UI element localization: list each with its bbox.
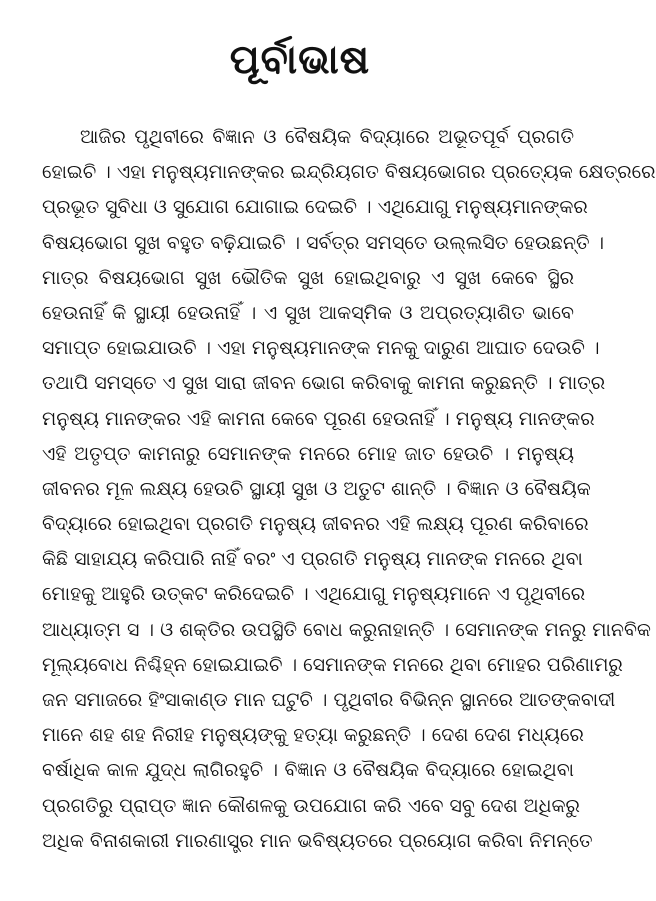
text-line-4: ବିଷୟଭୋଗ ସୁଖ ବହୁତ ବଢ଼ିଯାଇଚି । ସର୍ବତ୍ର ସମସ୍ତେ ଉଲ୍ଲସିତ ହେଉଛନ୍ତି । <box>42 231 605 254</box>
text-line-14: ମୋହକୁ ଆହୁରି ଉତ୍କଟ କରିଦେଇଚି । ଏଥିଯୋଗୁ ମନୁଷ୍ୟମାନେ ଏ ପୃଥିବୀରେ <box>42 583 586 606</box>
text-line-9: ମନୁଷ୍ୟ ମାନଙ୍କର ଏହି କାମନା କେବେ ପୂରଣ ହେଉନାହିଁ । ମନୁଷ୍ୟ ମାନଙ୍କର <box>42 407 595 430</box>
text-line-15: ଆଧ୍ୟାତ୍ମ ସ । ଓ ଶକ୍ତିର ଉପସ୍ଥିତି ବୋଧ କରୁନାହାନ୍ତି । ସେମାନଙ୍କ ମନରୁ ମାନବିକ <box>42 618 651 641</box>
text-line-21: ଅଧିକ ବିନାଶକାରୀ ମାରଣାସ୍ତ୍ର ମାନ ଭବିଷ୍ୟତରେ ପ୍ରୟୋଗ କରିବା ନିମନ୍ତେ <box>42 829 593 852</box>
text-line-12: ବିଦ୍ୟାରେ ହୋଇଥିବା ପ୍ରଗତି ମନୁଷ୍ୟ ଜୀବନର ଏହି ଲକ୍ଷ୍ୟ ପୂରଣ କରିବାରେ <box>42 513 589 536</box>
text-line-19: ବର୍ଷାଧିକ କାଳ ଯୁଦ୍ଧ ଲାଗିରହୁଚି । ବିଜ୍ଞାନ ଓ ବୈଷୟିକ ବିଦ୍ୟାରେ ହୋଇଥିବା <box>42 759 574 782</box>
text-line-20: ପ୍ରଗତିରୁ ପ୍ରାପ୍ତ ଜ୍ଞାନ କୌଶଳକୁ ଉପଯୋଗ କରି ଏବେ ସବୁ ଦେଶ ଅଧିକରୁ <box>42 794 580 817</box>
text-line-10: ଏହି ଅତୃପ୍ତ କାମନାରୁ ସେମାନଙ୍କ ମନରେ ମୋହ ଜାତ ହେଉଚି । ମନୁଷ୍ୟ <box>42 442 574 465</box>
text-line-18: ମାନେ ଶହ ଶହ ନିରୀହ ମନୁଷ୍ୟଙ୍କୁ ହତ୍ୟା କରୁଛନ୍ତି । ଦେଶ ଦେଶ ମଧ୍ୟରେ <box>42 724 584 747</box>
text-line-1: ଆଜିର ପୃଥିବୀରେ ବିଜ୍ଞାନ ଓ ବୈଷୟିକ ବିଦ୍ୟାରେ ଅଭୂତପୂର୍ବ ପ୍ରଗତି <box>80 126 574 148</box>
body-text <box>42 120 656 859</box>
text-line-5: ମାତ୍ର ବିଷୟଭୋଗ ସୁଖ ଭୌତିକ ସୁଖ ହୋଇଥିବାରୁ ଏ ସୁଖ କେବେ ସ୍ଥିର <box>42 266 574 289</box>
text-line-3: ପ୍ରଭୂତ ସୁବିଧା ଓ ସୁଯୋଗ ଯୋଗାଇ ଦେଇଚି । ଏଥିଯୋଗୁ ମନୁଷ୍ୟମାନଙ୍କର <box>42 196 588 219</box>
text-line-6: ହେଉନାହିଁ କି ସ୍ଥାୟୀ ହେଉନାହିଁ । ଏ ସୁଖ ଆକସ୍ମିକ ଓ ଅପ୍ରତ୍ୟାଶିତ ଭାବେ <box>42 301 574 324</box>
text-line-8: ତଥାପି ସମସ୍ତେ ଏ ସୁଖ ସାରା ଜୀବନ ଭୋଗ କରିବାକୁ କାମନା କରୁଛନ୍ତି । ମାତ୍ର <box>42 372 606 395</box>
text-line-2: ହୋଇଚି । ଏହା ମନୁଷ୍ୟମାନଙ୍କର ଇନ୍ଦ୍ରିୟଗତ ବିଷୟଭୋଗର ପ୍ରତ୍ୟେକ କ୍ଷେତ୍ରରେ <box>42 161 656 184</box>
page-title: ପୂର୍ବାଭାଷ <box>229 37 371 83</box>
text-line-16: ମୂଲ୍ୟବୋଧ ନିଶ୍ଚିହ୍ନ ହୋଇଯାଇଚି । ସେମାନଙ୍କ ମନରେ ଥିବା ମୋହର ପରିଣାମରୁ <box>42 653 623 676</box>
text-line-11: ଜୀବନର ମୂଳ ଲକ୍ଷ୍ୟ ହେଉଚି ସ୍ଥାୟୀ ସୁଖ ଓ ଅତୁଟ ଶାନ୍ତି । ବିଜ୍ଞାନ ଓ ବୈଷୟିକ <box>42 477 591 500</box>
text-line-7: ସମାପ୍ତ ହୋଇଯାଉଚି । ଏହା ମନୁଷ୍ୟମାନଙ୍କ ମନକୁ ଦାରୁଣ ଆଘାତ ଦେଉଚି । <box>42 337 600 360</box>
text-line-17: ଜନ ସମାଜରେ ହିଂସାକାଣ୍ଡ ମାନ ଘଟୁଚି । ପୃଥିବୀର ବିଭିନ୍ନ ସ୍ଥାନରେ ଆତଙ୍କବାଦୀ <box>42 689 616 711</box>
text-line-13: କିଛି ସାହାଯ୍ୟ କରିପାରି ନାହିଁ ବରଂ ଏ ପ୍ରଗତି ମନୁଷ୍ୟ ମାନଙ୍କ ମନରେ ଥିବା <box>42 548 583 571</box>
